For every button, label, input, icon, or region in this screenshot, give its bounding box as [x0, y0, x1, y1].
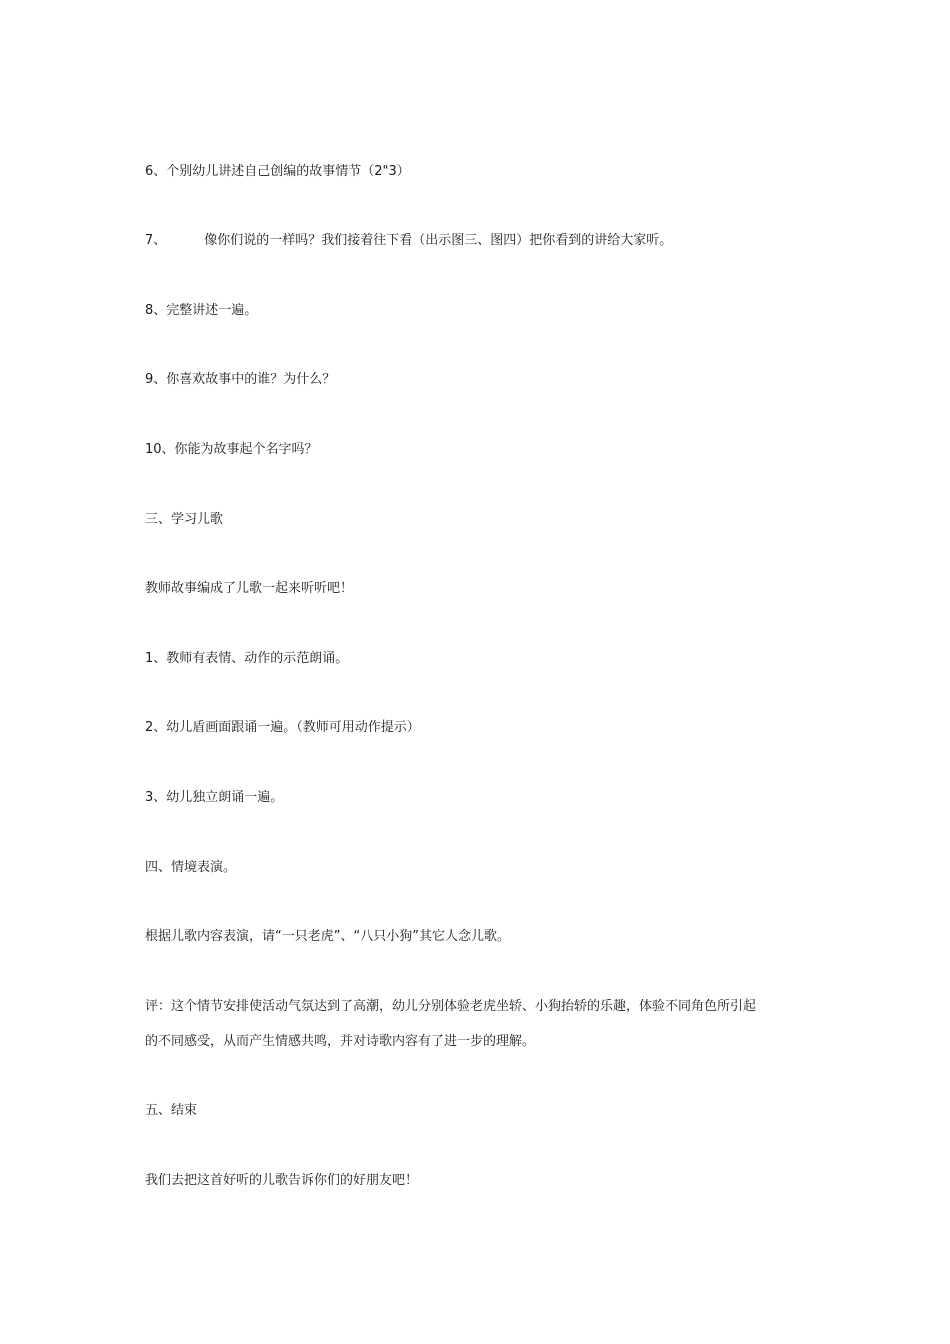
comment-line-2: 的不同感受，从而产生情感共鸣，并对诗歌内容有了进一步的理解。: [145, 1034, 536, 1049]
step-9: 9、你喜欢故事中的谁？为什么？: [145, 372, 336, 387]
section-3-step-2: 2、幼儿盾画面跟诵一遍。（教师可用动作提示）: [145, 720, 420, 735]
step-10: 10、你能为故事起个名字吗？: [145, 442, 318, 457]
step-7-text: 像你们说的一样吗？我们接着往下看（出示图三、图四）把你看到的讲给大家听。: [204, 233, 673, 248]
step-6: 6、个别幼儿讲述自己创编的故事情节（2"3）: [145, 164, 410, 179]
section-3-step-1: 1、教师有表情、动作的示范朗诵。: [145, 651, 349, 666]
section-5-text: 我们去把这首好听的儿歌告诉你们的好朋友吧！: [145, 1173, 419, 1188]
step-8: 8、完整讲述一遍。: [145, 303, 258, 318]
step-7: [145, 232, 672, 250]
section-3-step-3: 3、幼儿独立朗诵一遍。: [145, 790, 284, 805]
section-3-heading: 三、学习儿歌: [145, 512, 224, 527]
section-3-intro: 教师故事编成了儿歌一起来听听吧！: [145, 581, 354, 596]
section-5-heading: 五、结束: [145, 1103, 198, 1118]
section-4-heading: 四、情境表演。: [145, 860, 237, 875]
comment-line-1: 评：这个情节安排使活动气氛达到了高潮，幼儿分别体验老虎坐轿、小狗抬轿的乐趣，体验不同角色所引起: [145, 999, 757, 1014]
section-4-text: 根据儿歌内容表演，请“一只老虎”、“八只小狗”其它人念儿歌。: [145, 929, 510, 944]
step-7-number: 7、: [145, 233, 167, 248]
